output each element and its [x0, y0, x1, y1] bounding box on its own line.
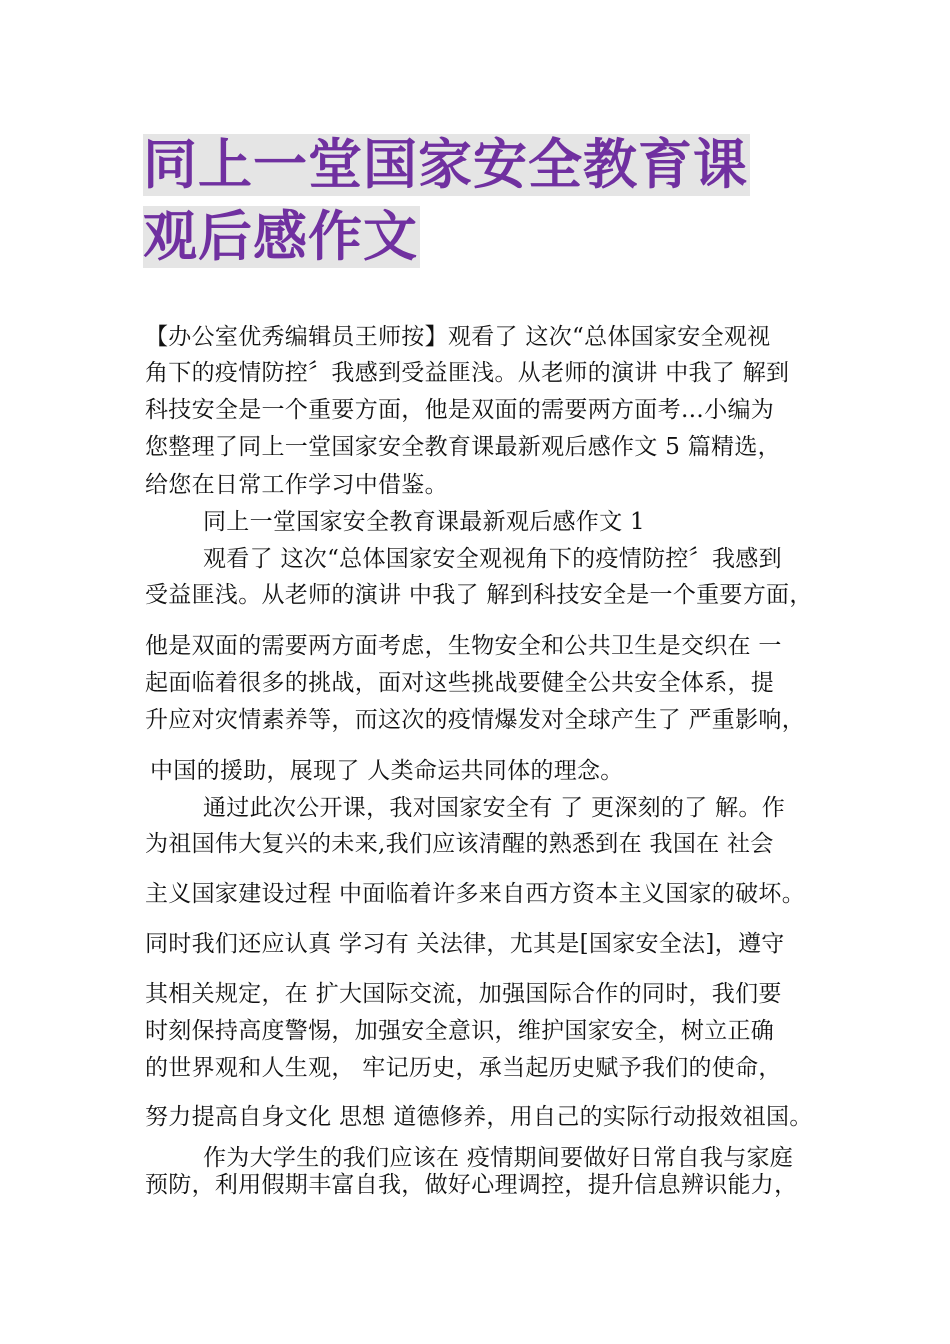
- paragraph-2-line-7: 的世界观和人生观， 牢记历史，承当起历史赋予我们的使命，: [145, 1055, 782, 1081]
- paragraph-1-line-1: 观看了 这次“总体国家安全观视角下的疫情防控〞我感到: [203, 546, 782, 572]
- paragraph-1-line-3: 他是双面的需要两方面考虑，生物安全和公共卫生是交织在 一: [145, 633, 782, 659]
- document-title-line-1: 同上一堂国家安全教育课: [143, 133, 748, 196]
- paragraph-1-line-2: 受益匪浅。从老师的演讲 中我了 解到科技安全是一个重要方面，: [145, 582, 813, 608]
- section-heading: 同上一堂国家安全教育课最新观后感作文 1: [203, 509, 645, 535]
- intro-line-3: 科技安全是一个重要方面，他是双面的需要两方面考…小编为: [145, 397, 775, 423]
- intro-line-5: 给您在日常工作学习中借鉴。: [145, 472, 448, 498]
- paragraph-2-line-8: 努力提高自身文化 思想 道德修养，用自己的实际行动报效祖国。: [145, 1104, 813, 1130]
- paragraph-2-line-6: 时刻保持高度警惕，加强安全意识，维护国家安全，树立正确: [145, 1018, 775, 1044]
- paragraph-2-line-5: 其相关规定，在 扩大国际交流，加强国际合作的同时，我们要: [145, 981, 782, 1007]
- paragraph-2-line-3: 主义国家建设过程 中面临着许多来自西方资本主义国家的破坏。: [145, 881, 806, 907]
- paragraph-1-line-5: 升应对灾情素养等，而这次的疫情爆发对全球产生了 严重影响，: [145, 707, 806, 733]
- intro-line-1: 【办公室优秀编辑员王师按】观看了 这次“总体国家安全观视: [145, 324, 771, 350]
- intro-line-2: 角下的疫情防控〞我感到受益匪浅。从老师的演讲 中我了 解到: [145, 360, 790, 386]
- intro-line-4: 您整理了同上一堂国家安全教育课最新观后感作文 5 篇精选，: [145, 434, 781, 460]
- paragraph-2-line-2: 为祖国伟大复兴的未来,我们应该清醒的熟悉到在 我国在 社会: [145, 831, 774, 857]
- document-title-line-2: 观后感作文: [143, 205, 418, 268]
- paragraph-2-line-4: 同时我们还应认真 学习有 关法律，尤其是[国家安全法]，遵守: [145, 931, 785, 957]
- paragraph-3-line-2: 预防，利用假期丰富自我，做好心理调控，提升信息辨识能力，: [145, 1172, 798, 1198]
- paragraph-1-line-6: 中国的援助，展现了 人类命运共同体的理念。: [150, 758, 624, 784]
- paragraph-1-line-4: 起面临着很多的挑战，面对这些挑战要健全公共安全体系，提: [145, 670, 775, 696]
- paragraph-2-line-1: 通过此次公开课，我对国家安全有 了 更深刻的了 解。作: [203, 795, 786, 821]
- paragraph-3-line-1: 作为大学生的我们应该在 疫情期间要做好日常自我与家庭: [203, 1145, 794, 1171]
